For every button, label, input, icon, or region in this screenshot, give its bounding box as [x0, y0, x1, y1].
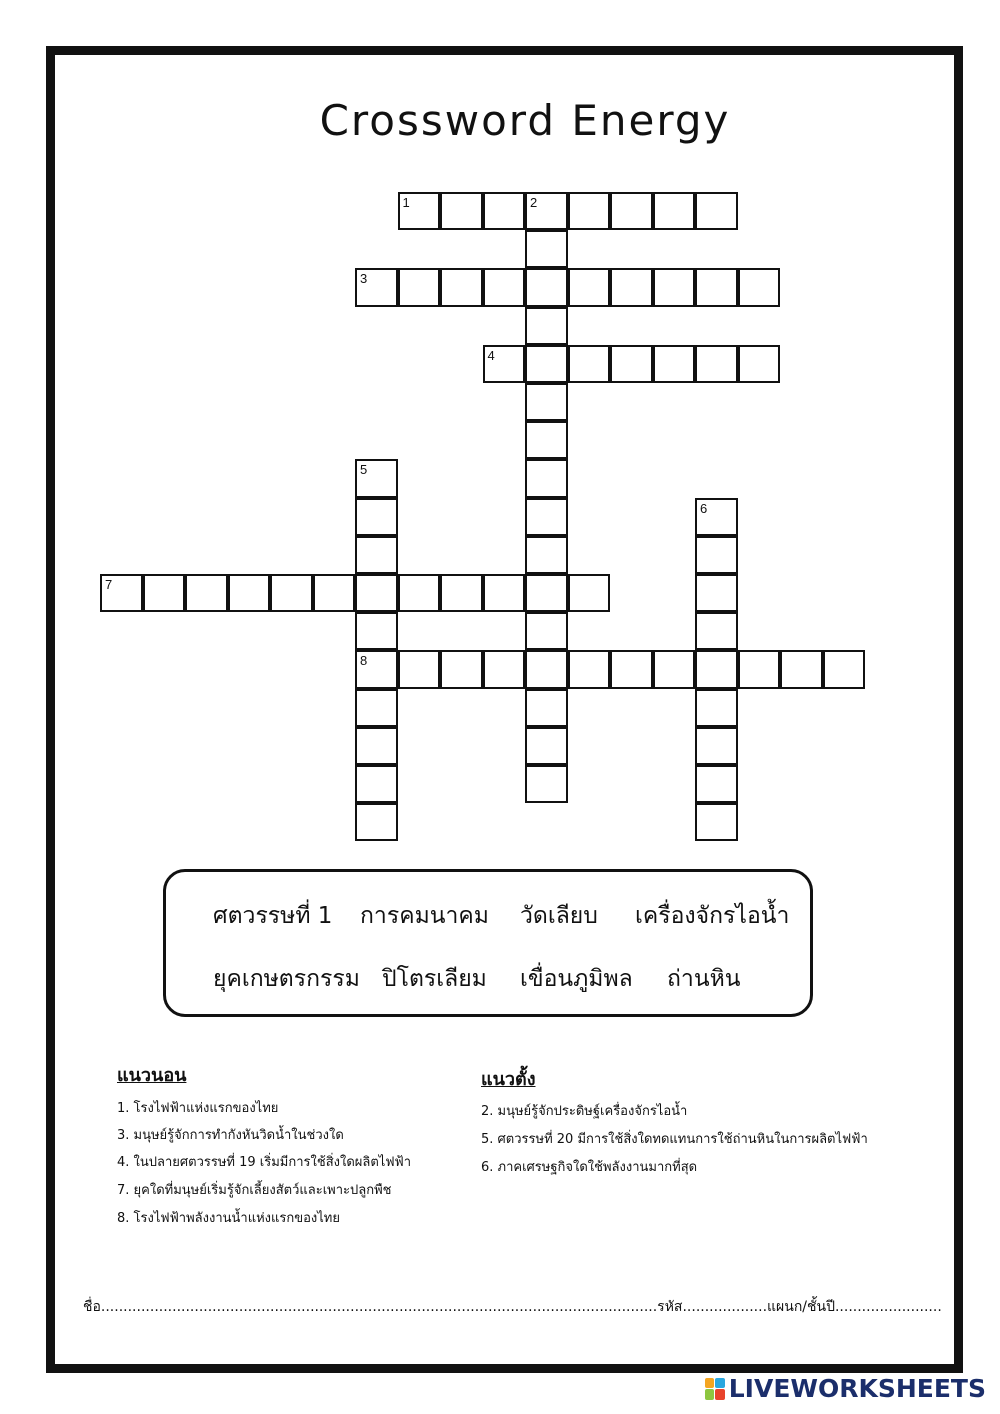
crossword-cell[interactable] [695, 689, 738, 727]
clue-number: 1 [402, 195, 410, 210]
crossword-cell[interactable] [398, 650, 441, 688]
crossword-cell[interactable] [653, 345, 696, 383]
crossword-cell[interactable] [440, 268, 483, 306]
word-bank-item: ยุคเกษตรกรรม [213, 966, 360, 992]
crossword-cell[interactable] [610, 268, 653, 306]
crossword-cell[interactable] [610, 345, 653, 383]
brand-logo-icon [705, 1378, 725, 1400]
crossword-cell[interactable] [695, 727, 738, 765]
crossword-cell[interactable] [525, 727, 568, 765]
crossword-cell[interactable] [525, 650, 568, 688]
crossword-cell[interactable] [695, 574, 738, 612]
crossword-cell[interactable] [738, 345, 781, 383]
crossword-cell[interactable] [823, 650, 866, 688]
clue-number: 5 [360, 462, 368, 478]
crossword-cell[interactable] [695, 345, 738, 383]
across-clue: 3. มนุษย์รู้จักการทำกังหันวิดน้ำในช่วงใด [117, 1128, 344, 1143]
crossword-cell[interactable] [568, 345, 611, 383]
crossword-cell[interactable] [738, 268, 781, 306]
down-clue: 2. มนุษย์รู้จักประดิษฐ์เครื่องจักรไอน้ำ [481, 1104, 688, 1119]
word-bank-item: ศตวรรษที่ 1 [213, 903, 333, 929]
crossword-cell[interactable] [355, 536, 398, 574]
crossword-cell[interactable] [440, 650, 483, 688]
clue-number: 7 [105, 577, 113, 592]
crossword-cell[interactable] [355, 268, 398, 306]
crossword-cell[interactable] [355, 574, 398, 612]
word-bank-item: การคมนาคม [360, 903, 489, 929]
crossword-cell[interactable] [695, 650, 738, 688]
crossword-cell[interactable] [525, 536, 568, 574]
word-bank-item: เขื่อนภูมิพล [520, 966, 633, 992]
crossword-cell[interactable] [525, 612, 568, 650]
crossword-cell[interactable] [100, 574, 143, 612]
down-heading: แนวตั้ง [481, 1069, 536, 1090]
crossword-cell[interactable] [695, 192, 738, 230]
crossword-cell[interactable] [398, 192, 441, 230]
crossword-cell[interactable] [483, 574, 526, 612]
down-clue: 5. ศตวรรษที่ 20 มีการใช้สิ่งใดทดแทนการใช้ถ่านหินในการผลิตไฟฟ้า [481, 1132, 868, 1147]
crossword-cell[interactable] [695, 498, 738, 536]
crossword-cell[interactable] [525, 345, 568, 383]
clue-number: 8 [360, 653, 368, 669]
crossword-cell[interactable] [355, 727, 398, 765]
down-clue: 6. ภาคเศรษฐกิจใดใช้พลังงานมากที่สุด [481, 1160, 698, 1175]
crossword-cell[interactable] [525, 689, 568, 727]
crossword-cell[interactable] [525, 307, 568, 345]
crossword-cell[interactable] [525, 765, 568, 803]
crossword-cell[interactable] [653, 192, 696, 230]
crossword-cell[interactable] [525, 268, 568, 306]
page-title: Crossword Energy [319, 96, 731, 145]
clue-number: 4 [487, 347, 495, 363]
crossword-cell[interactable] [483, 345, 526, 383]
crossword-cell[interactable] [525, 574, 568, 612]
crossword-cell[interactable] [653, 268, 696, 306]
crossword-cell[interactable] [525, 498, 568, 536]
crossword-cell[interactable] [695, 612, 738, 650]
crossword-cell[interactable] [568, 192, 611, 230]
crossword-cell[interactable] [440, 574, 483, 612]
across-heading: แนวนอน [117, 1065, 187, 1086]
crossword-cell[interactable] [483, 650, 526, 688]
crossword-cell[interactable] [738, 650, 781, 688]
crossword-cell[interactable] [313, 574, 356, 612]
crossword-cell[interactable] [525, 383, 568, 421]
crossword-cell[interactable] [525, 421, 568, 459]
crossword-cell[interactable] [355, 612, 398, 650]
crossword-cell[interactable] [653, 650, 696, 688]
clue-number: 2 [530, 195, 538, 210]
crossword-cell[interactable] [483, 268, 526, 306]
crossword-cell[interactable] [398, 268, 441, 306]
word-bank-item: เครื่องจักรไอน้ำ [635, 903, 790, 929]
crossword-cell[interactable] [780, 650, 823, 688]
crossword-cell[interactable] [355, 498, 398, 536]
crossword-cell[interactable] [525, 192, 568, 230]
liveworksheets-logo [705, 1374, 986, 1403]
crossword-cell[interactable] [610, 192, 653, 230]
crossword-cell[interactable] [695, 268, 738, 306]
crossword-cell[interactable] [568, 650, 611, 688]
across-clue: 4. ในปลายศตวรรษที่ 19 เริ่มมีการใช้สิ่งใดผลิตไฟฟ้า [117, 1155, 412, 1170]
across-clue: 1. โรงไฟฟ้าแห่งแรกของไทย [117, 1101, 279, 1116]
crossword-cell[interactable] [228, 574, 271, 612]
crossword-cell[interactable] [355, 803, 398, 841]
crossword-cell[interactable] [525, 459, 568, 497]
word-bank [163, 869, 813, 1017]
word-bank-item: วัดเลียบ [520, 903, 598, 929]
brand-text: LIVEWORKSHEETS [728, 1374, 986, 1403]
crossword-cell[interactable] [525, 230, 568, 268]
student-info-line: ชื่อ.............................................................................................................................รหัส...................แผนก/ชั้นปี........................ [83, 1299, 942, 1315]
crossword-cell[interactable] [483, 192, 526, 230]
crossword-cell[interactable] [695, 536, 738, 574]
crossword-cell[interactable] [270, 574, 313, 612]
crossword-cell[interactable] [568, 268, 611, 306]
word-bank-item: ปิโตรเลียม [382, 966, 487, 992]
crossword-cell[interactable] [695, 803, 738, 841]
crossword-cell[interactable] [143, 574, 186, 612]
crossword-cell[interactable] [355, 459, 398, 497]
clue-number: 3 [360, 271, 368, 287]
crossword-cell[interactable] [355, 689, 398, 727]
clue-number: 6 [700, 500, 708, 516]
crossword-cell[interactable] [695, 765, 738, 803]
crossword-cell[interactable] [440, 192, 483, 230]
across-clue: 7. ยุคใดที่มนุษย์เริ่มรู้จักเลี้ยงสัตว์และเพาะปลูกพืช [117, 1183, 392, 1198]
across-clue: 8. โรงไฟฟ้าพลังงานน้ำแห่งแรกของไทย [117, 1211, 340, 1226]
crossword-cell[interactable] [610, 650, 653, 688]
crossword-cell[interactable] [355, 765, 398, 803]
crossword-cell[interactable] [185, 574, 228, 612]
crossword-cell[interactable] [355, 650, 398, 688]
word-bank-item: ถ่านหิน [667, 966, 741, 992]
crossword-cell[interactable] [398, 574, 441, 612]
crossword-cell[interactable] [568, 574, 611, 612]
